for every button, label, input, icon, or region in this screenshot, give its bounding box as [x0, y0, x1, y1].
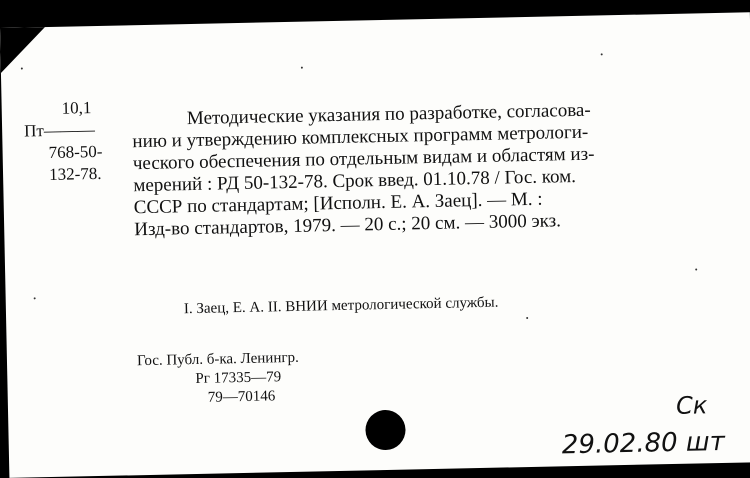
shelfmark-line-1: 10,1: [61, 98, 92, 118]
shelfmark-line-4: 132-78.: [48, 163, 102, 185]
dust-speck: [695, 268, 697, 270]
entry-line-1: Методические указания по разработке, согласова-: [186, 99, 591, 130]
dust-speck: [34, 297, 36, 299]
library-number: 79—70146: [207, 388, 276, 406]
entry-line-6: Изд-во стандартов, 1979. — 20 с.; 20 см. — 3000 экз.: [134, 210, 562, 241]
dust-speck: [601, 53, 603, 55]
entry-line-5: СССР по стандартам; [Исполн. Е. А. Заец]. — М. :: [133, 188, 543, 219]
dust-speck: [301, 67, 303, 69]
handwritten-initials: Ск: [675, 391, 708, 420]
dust-speck: [526, 317, 528, 319]
punched-corner: [0, 27, 46, 73]
library-name: Гос. Публ. б-ка. Ленингр.: [136, 349, 299, 370]
handwritten-date: 29.02.80 шт: [561, 426, 726, 461]
tracing-line: I. Заец, Е. А. II. ВНИИ метрологической службы.: [183, 294, 499, 318]
entry-line-3: ческого обеспечения по отдельным видам и областям из-: [132, 143, 595, 175]
entry-line-2: нию и утверждению комплексных программ метрологи-: [132, 121, 589, 153]
library-code: Рг 17335—79: [195, 369, 282, 387]
dust-speck: [21, 68, 23, 70]
shelfmark-line-2: Пт———: [23, 120, 96, 141]
shelfmark-line-3: 768-50-: [48, 141, 103, 163]
entry-line-4: мерений : РД 50-132-78. Срок введ. 01.10.78 / Гос. ком.: [133, 165, 577, 197]
ink-blot: [365, 410, 406, 451]
catalog-card: [0, 12, 750, 478]
